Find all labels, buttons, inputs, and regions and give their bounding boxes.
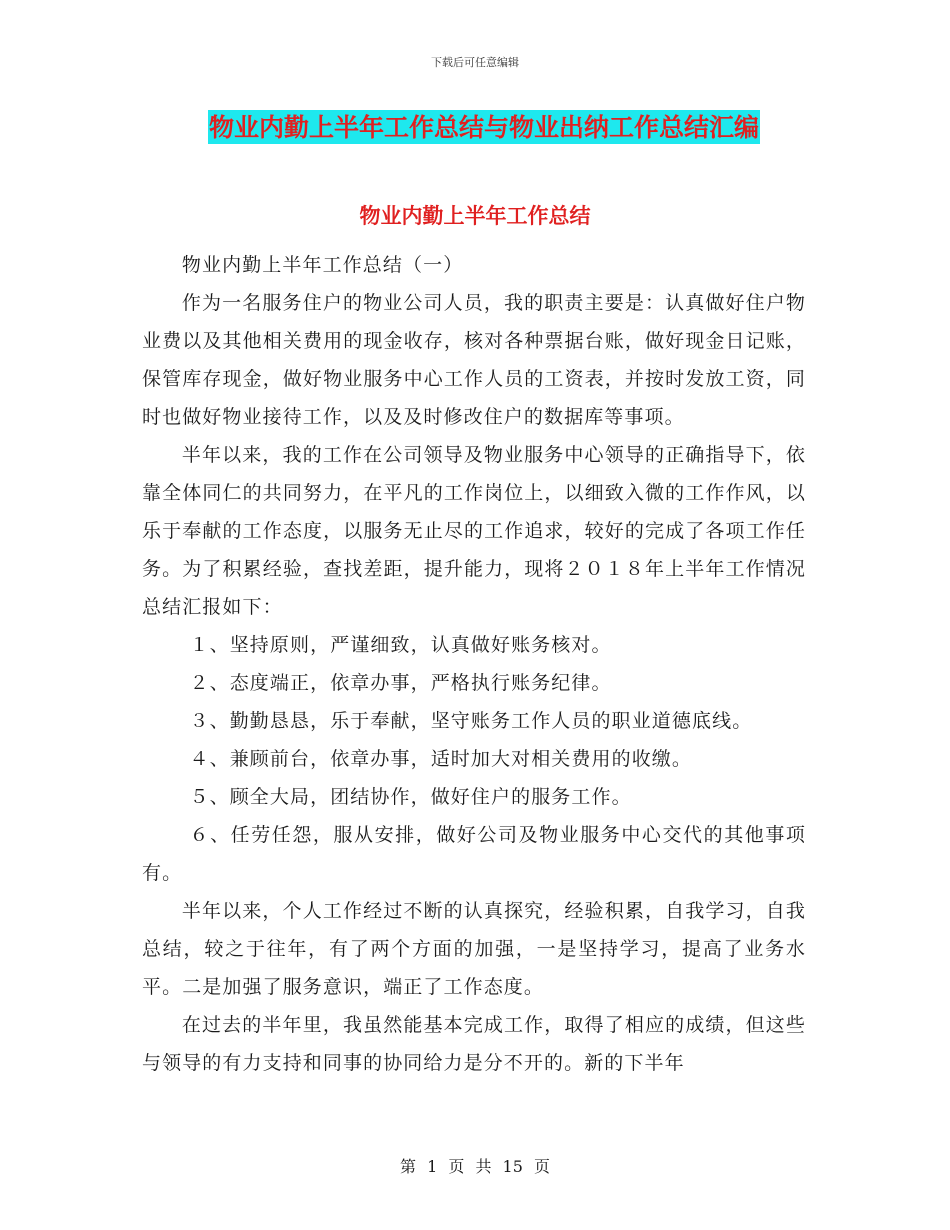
header-note: 下载后可任意编辑 <box>431 56 519 69</box>
paragraph: 半年以来，我的工作在公司领导及物业服务中心领导的正确指导下，依靠全体同仁的共同努力，在平凡的工作岗位上，以细致入微的工作作风，以乐于奉献的工作态度，以服务无止尽的工作追求，较好的完成了各项工作任务。为了积累经验，查找差距，提升能力，现将２０１８年上半年工作情况总结汇报如下： <box>142 444 806 618</box>
document-title: 物业内勤上半年工作总结与物业出纳工作总结汇编 <box>208 110 760 144</box>
section-title: 物业内勤上半年工作总结 <box>359 204 591 228</box>
paragraph: 在过去的半年里，我虽然能基本完成工作，取得了相应的成绩，但这些与领导的有力支持和同事的协同给力是分不开的。新的下半年 <box>142 1014 806 1074</box>
paragraph: 半年以来，个人工作经过不断的认真探究，经验积累，自我学习，自我总结，较之于往年，有了两个方面的加强，一是坚持学习，提高了业务水平。二是加强了服务意识，端正了工作态度。 <box>142 900 806 998</box>
paragraph-subtitle: 物业内勤上半年工作总结（一） <box>181 254 464 276</box>
page-footer: 第 1 页 共 15 页 <box>400 1157 550 1176</box>
list-item: ６、任劳任怨，服从安排，做好公司及物业服务中心交代的其他事项有。 <box>142 824 806 884</box>
list-item: ４、兼顾前台，依章办事，适时加大对相关费用的收缴。 <box>189 748 693 770</box>
document-body <box>142 246 806 1082</box>
list-item: ２、态度端正，依章办事，严格执行账务纪律。 <box>189 672 612 694</box>
list-item: ３、勤勤恳恳，乐于奉献，坚守账务工作人员的职业道德底线。 <box>189 710 753 732</box>
paragraph: 作为一名服务住户的物业公司人员，我的职责主要是：认真做好住户物业费以及其他相关费用的现金收存，核对各种票据台账，做好现金日记账，保管库存现金，做好物业服务中心工作人员的工资表，并按时发放工资，同时也做好物业接待工作，以及及时修改住户的数据库等事项。 <box>142 292 806 428</box>
list-item: ５、顾全大局，团结协作，做好住户的服务工作。 <box>189 786 632 808</box>
list-item: １、坚持原则，严谨细致，认真做好账务核对。 <box>189 634 612 656</box>
